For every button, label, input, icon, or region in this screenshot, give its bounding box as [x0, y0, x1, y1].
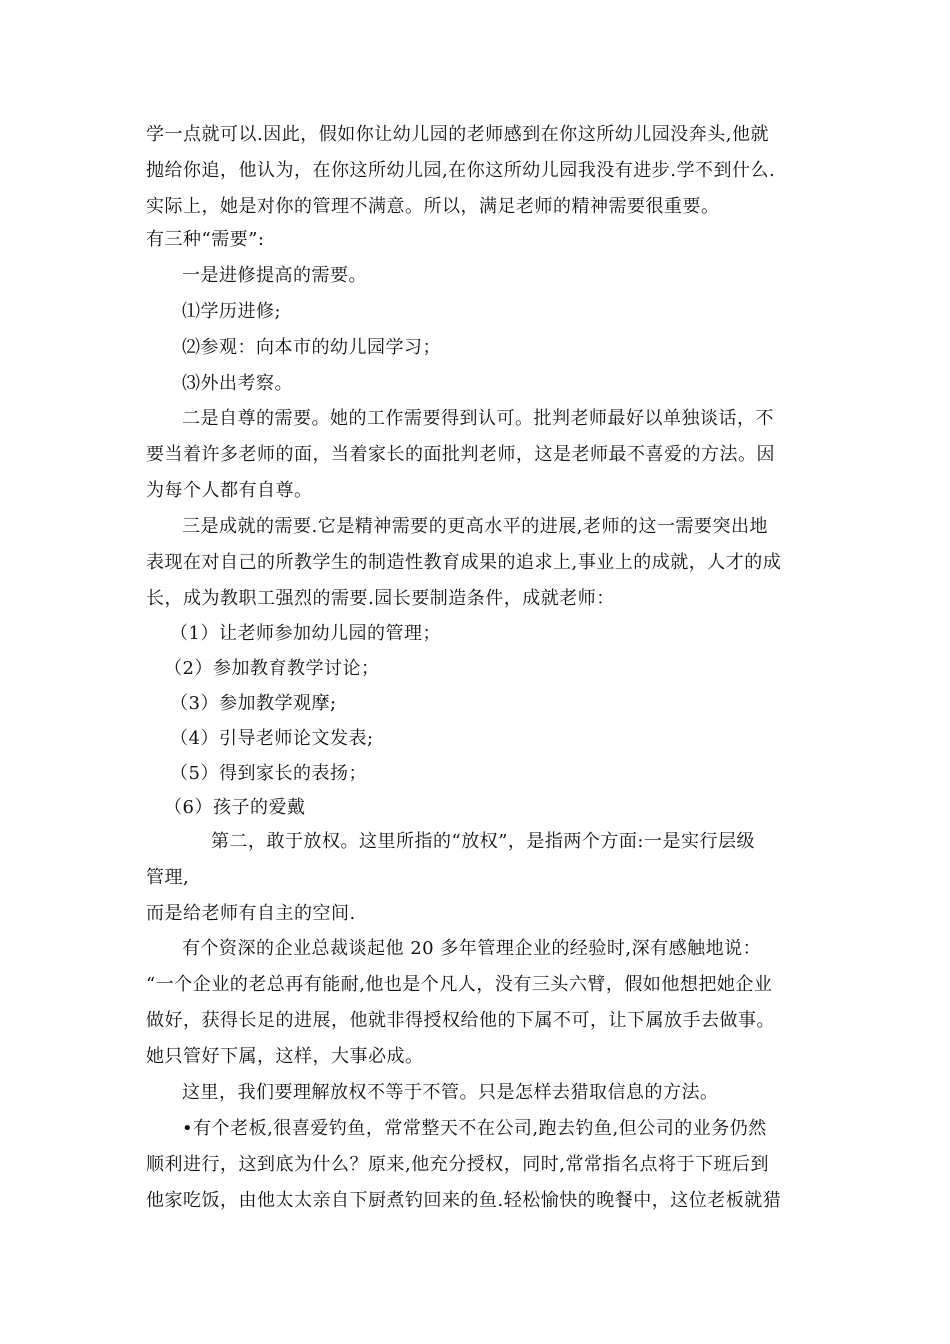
need-two-line-3: 为每个人都有自尊。	[146, 480, 313, 501]
second-point-line-1: 第二，敢于放权。这里所指的“放权”，是指两个方面:一是实行层级	[211, 831, 755, 852]
boss-story-line-2: 顺利进行，这到底为什么？原来,他充分授权，同时,常常指名点将于下班后到	[146, 1154, 769, 1175]
second-point-line-3: 而是给老师有自主的空间.	[146, 903, 356, 924]
achievement-item-5: （5）得到家长的表扬；	[170, 763, 367, 784]
achievement-item-4: （4）引导老师论文发表;	[170, 728, 374, 749]
need-two-line-1: 二是自尊的需要。她的工作需要得到认可。批判老师最好以单独谈话，不	[182, 408, 774, 429]
second-point-line-2: 管理,	[146, 867, 190, 888]
achievement-item-2: （2）参加教育教学讨论；	[164, 658, 380, 679]
need-one-item-1: ⑴学历进修;	[182, 301, 282, 322]
achievement-item-1: （1）让老师参加幼儿园的管理；	[170, 623, 441, 644]
three-needs-heading: 有三种“需要”:	[146, 229, 265, 250]
ceo-story-line-2: “一个企业的老总再有能耐,他也是个凡人，没有三头六臂，假如他想把她企业	[146, 974, 773, 995]
need-one-item-3: ⑶外出考察。	[182, 373, 293, 394]
need-three-line-3: 长，成为教职工强烈的需要.园长要制造条件，成就老师：	[146, 588, 615, 609]
need-two-line-2: 要当着许多老师的面，当着家长的面批判老师，这是老师最不喜爱的方法。因	[146, 444, 775, 465]
boss-story-line-1: •有个老板,很喜爱钓鱼，常常整天不在公司,跑去钓鱼,但公司的业务仍然	[182, 1118, 767, 1139]
intro-line-3: 实际上，她是对你的管理不满意。所以，满足老师的精神需要很重要。	[146, 196, 720, 217]
achievement-item-3: （3）参加教学观摩;	[170, 693, 337, 714]
boss-story-line-3: 他家吃饭，由他太太亲自下厨煮钓回来的鱼.轻松愉快的晚餐中，这位老板就猎	[146, 1190, 782, 1211]
need-three-line-1: 三是成就的需要.它是精神需要的更高水平的进展,老师的这一需要突出地	[182, 516, 768, 537]
need-three-line-2: 表现在对自己的所教学生的制造性教育成果的追求上,事业上的成就，人才的成	[146, 552, 782, 573]
intro-line-2: 抛给你追，他认为，在你这所幼儿园,在你这所幼儿园我没有进步.学不到什么.	[146, 160, 776, 181]
need-one-item-2: ⑵参观：向本市的幼儿园学习；	[182, 337, 441, 358]
intro-line-1: 学一点就可以.因此，假如你让幼儿园的老师感到在你这所幼儿园没奔头,他就	[146, 124, 769, 145]
need-one-title: 一是进修提高的需要。	[182, 265, 367, 286]
ceo-story-line-4: 她只管好下属，这样，大事必成。	[146, 1046, 424, 1067]
understanding-line: 这里，我们要理解放权不等于不管。只是怎样去猎取信息的方法。	[182, 1082, 719, 1103]
ceo-story-line-1: 有个资深的企业总裁谈起他 20 多年管理企业的经验时,深有感触地说：	[182, 938, 762, 959]
ceo-story-line-3: 做好，获得长足的进展，他就非得授权给他的下属不可，让下属放手去做事。	[146, 1010, 775, 1031]
achievement-item-6: （6）孩子的爱戴	[164, 797, 306, 818]
